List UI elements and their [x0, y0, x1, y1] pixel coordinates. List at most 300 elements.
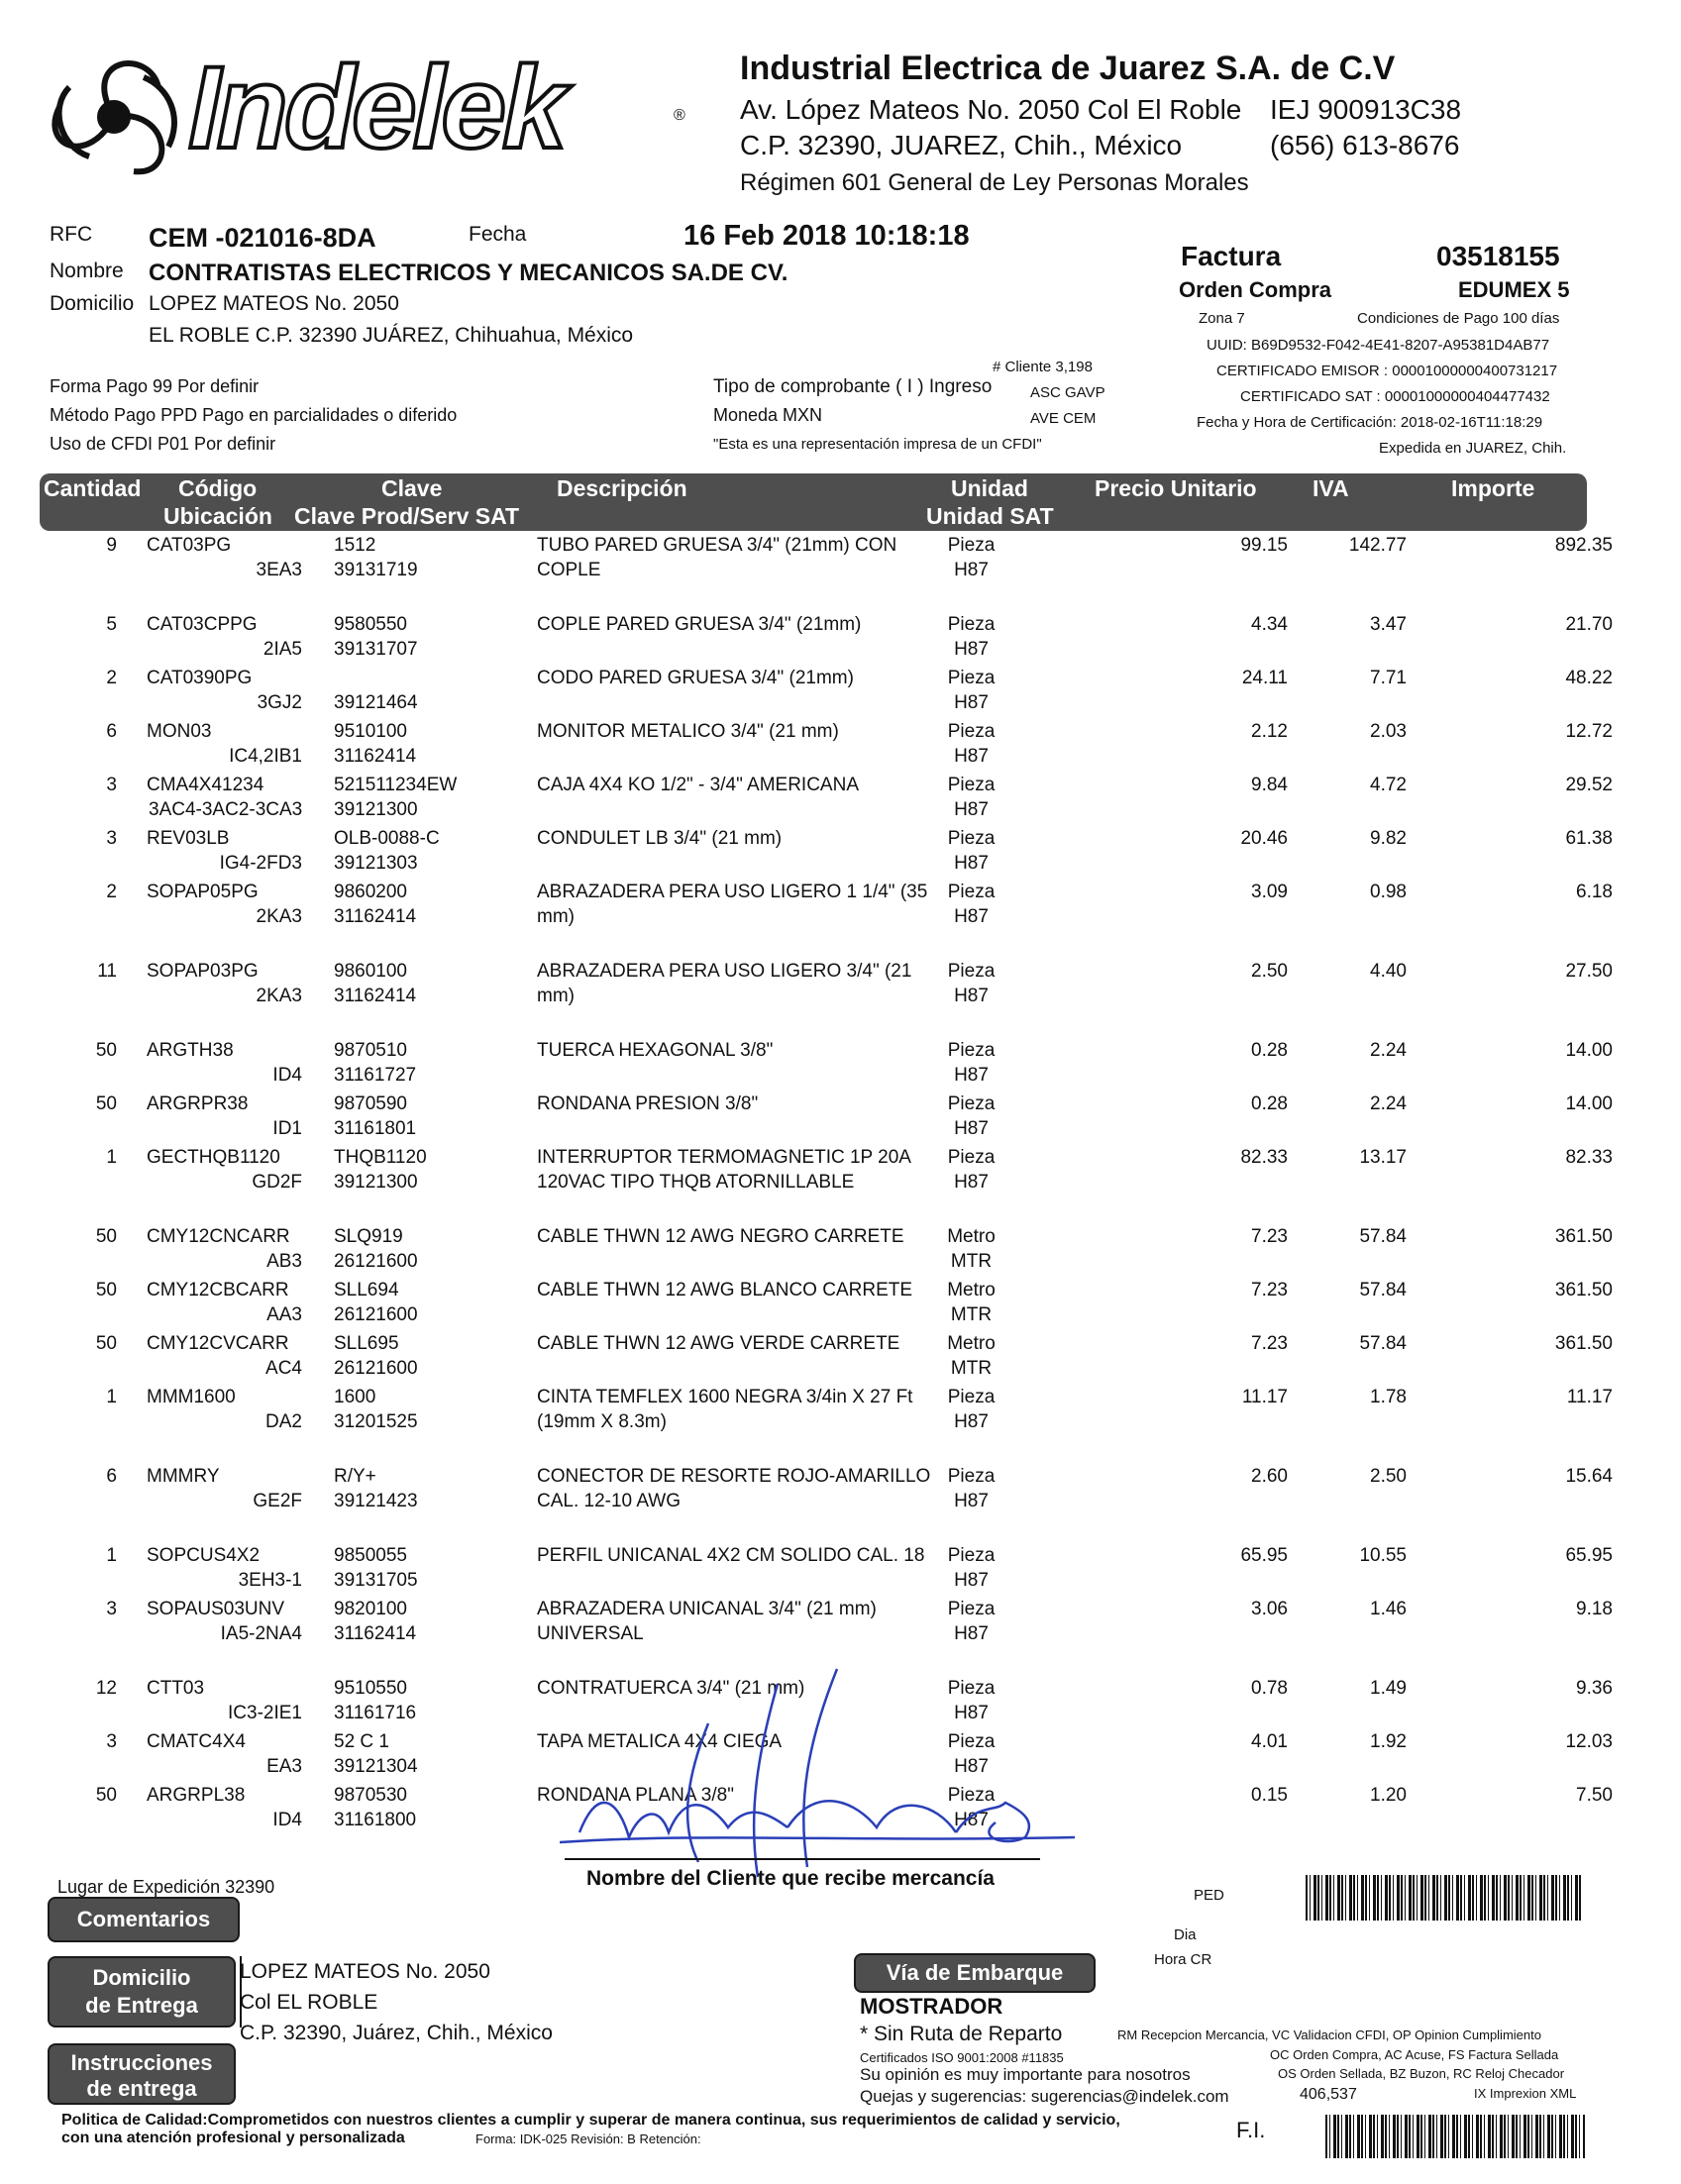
cell-qty: 1 — [106, 1387, 117, 1407]
cell-qty: 50 — [95, 1226, 117, 1247]
cell-imp: 6.18 — [1576, 882, 1613, 902]
cell-loc: AB3 — [266, 1251, 302, 1272]
cell-sat: 26121600 — [334, 1358, 418, 1379]
cell-imp: 61.38 — [1565, 828, 1613, 849]
col-unidad-sat: Unidad SAT — [926, 503, 1054, 529]
cell-imp: 48.22 — [1565, 668, 1613, 688]
cell-unit: Pieza — [947, 961, 996, 982]
cell-desc2: CAL. 12-10 AWG — [537, 1491, 682, 1511]
cell-code: SOPAUS03UNV — [147, 1599, 285, 1619]
cell-imp: 7.50 — [1576, 1785, 1613, 1806]
cell-iva: 57.84 — [1359, 1280, 1407, 1300]
cell-unit: Pieza — [947, 1387, 996, 1407]
cell-unit: Pieza — [947, 882, 996, 902]
asc-code: ASC GAVP — [1030, 384, 1105, 401]
legend-1: RM Recepcion Mercancia, VC Validacion CFDI, OP Opinion Cumplimiento — [1117, 2028, 1541, 2042]
cell-loc: 2KA3 — [256, 986, 302, 1006]
table-row — [40, 882, 1625, 957]
cell-qty: 2 — [106, 882, 117, 902]
cell-clave: 52 C 1 — [334, 1731, 389, 1752]
footer-number: 406,537 — [1300, 2086, 1357, 2103]
cell-qty: 50 — [95, 1785, 117, 1806]
cell-desc1: TUBO PARED GRUESA 3/4" (21mm) CON — [537, 535, 897, 556]
cell-sat: 39121423 — [334, 1491, 418, 1511]
items-table-header — [40, 473, 1587, 531]
cell-unit: Pieza — [947, 721, 996, 742]
cell-iva: 1.20 — [1370, 1785, 1407, 1806]
company-regimen: Régimen 601 General de Ley Personas Morales — [740, 169, 1249, 196]
cell-usat: H87 — [954, 1703, 989, 1723]
cell-qty: 9 — [106, 535, 117, 556]
table-row — [40, 1387, 1625, 1462]
cell-sat: 31161716 — [334, 1703, 417, 1723]
cell-clave: SLL694 — [334, 1280, 399, 1300]
politica-line-1: Politica de Calidad:Comprometidos con nuestros clientes a cumplir y superar de manera continua, sus requerimientos de calidad y servicio, — [61, 2112, 1120, 2129]
cell-imp: 12.03 — [1565, 1731, 1613, 1752]
cell-clave: 9510100 — [334, 721, 407, 742]
cell-usat: H87 — [954, 1756, 989, 1777]
cell-usat: H87 — [954, 906, 989, 927]
company-logo — [40, 28, 713, 226]
cell-qty: 12 — [95, 1678, 117, 1699]
cell-iva: 142.77 — [1348, 535, 1407, 556]
cell-imp: 361.50 — [1554, 1226, 1613, 1247]
company-name: Industrial Electrica de Juarez S.A. de C.V — [740, 50, 1396, 87]
cell-qty: 2 — [106, 668, 117, 688]
cell-code: CAT0390PG — [147, 668, 253, 688]
cell-qty: 3 — [106, 828, 117, 849]
client-name: CONTRATISTAS ELECTRICOS Y MECANICOS SA.DE CV. — [149, 260, 788, 286]
cell-unit: Metro — [947, 1226, 996, 1247]
cell-loc: AA3 — [266, 1304, 302, 1325]
cell-qty: 3 — [106, 775, 117, 795]
col-importe: Importe — [1451, 475, 1535, 501]
client-address-2: EL ROBLE C.P. 32390 JUÁREZ, Chihuahua, México — [149, 324, 634, 347]
cell-price: 0.28 — [1251, 1093, 1288, 1114]
cell-desc1: CONDULET LB 3/4" (21 mm) — [537, 828, 783, 849]
cell-price: 4.01 — [1251, 1731, 1288, 1752]
signature-mark — [560, 1664, 1114, 1882]
dia-label: Dia — [1174, 1926, 1197, 1943]
cell-qty: 6 — [106, 1466, 117, 1487]
cell-desc2: 120VAC TIPO THQB ATORNILLABLE — [537, 1172, 855, 1193]
cell-desc2: UNIVERSAL — [537, 1623, 644, 1644]
cell-clave: 9510550 — [334, 1678, 407, 1699]
cell-price: 7.23 — [1251, 1226, 1288, 1247]
cell-sat: 39121304 — [334, 1756, 418, 1777]
nombre-label: Nombre — [50, 260, 124, 282]
cell-iva: 13.17 — [1359, 1147, 1407, 1168]
cell-desc1: CABLE THWN 12 AWG VERDE CARRETE — [537, 1333, 900, 1354]
col-clave: Clave — [381, 475, 443, 501]
cell-code: CMATC4X4 — [147, 1731, 246, 1752]
cell-clave: 9860200 — [334, 882, 407, 902]
cell-usat: H87 — [954, 986, 989, 1006]
instrucciones-label-2: de entrega — [86, 2076, 197, 2101]
cell-price: 7.23 — [1251, 1280, 1288, 1300]
cell-clave: 1600 — [334, 1387, 376, 1407]
moneda: Moneda MXN — [713, 405, 823, 425]
signature-line — [565, 1858, 1040, 1860]
cell-clave: SLQ919 — [334, 1226, 403, 1247]
cell-loc: ID4 — [272, 1065, 302, 1086]
col-unidad: Unidad — [951, 475, 1028, 501]
cell-loc: IC4,2IB1 — [229, 746, 302, 767]
cell-qty: 1 — [106, 1545, 117, 1566]
cell-imp: 21.70 — [1565, 614, 1613, 635]
cell-qty: 50 — [95, 1093, 117, 1114]
cell-desc1: CAJA 4X4 KO 1/2" - 3/4" AMERICANA — [537, 775, 860, 795]
ave-code: AVE CEM — [1030, 410, 1097, 427]
cell-sat: 39121303 — [334, 853, 418, 874]
cell-sat: 39131707 — [334, 639, 418, 660]
cell-clave: 9870510 — [334, 1040, 407, 1061]
cell-unit: Pieza — [947, 1678, 996, 1699]
cell-loc: ID4 — [272, 1810, 302, 1830]
rfc-label: RFC — [50, 223, 93, 246]
fecha-certificacion: Fecha y Hora de Certificación: 2018-02-16T11:18:29 — [1197, 414, 1543, 431]
cell-usat: H87 — [954, 1570, 989, 1591]
cell-unit: Pieza — [947, 1599, 996, 1619]
certificado-sat: CERTIFICADO SAT : 00001000000404477432 — [1240, 388, 1550, 405]
cliente-number: # Cliente 3,198 — [993, 359, 1093, 375]
cell-price: 82.33 — [1240, 1147, 1288, 1168]
cell-unit: Pieza — [947, 1545, 996, 1566]
cell-iva: 4.40 — [1370, 961, 1407, 982]
col-ubicacion: Ubicación — [163, 503, 272, 529]
cell-qty: 3 — [106, 1731, 117, 1752]
cell-unit: Metro — [947, 1333, 996, 1354]
cell-desc2: mm) — [537, 986, 575, 1006]
cell-usat: MTR — [950, 1358, 993, 1379]
cell-clave: 9870530 — [334, 1785, 407, 1806]
metodo-pago: Método Pago PPD Pago en parcialidades o diferido — [50, 405, 458, 425]
cell-loc: GE2F — [253, 1491, 302, 1511]
cell-desc1: ABRAZADERA PERA USO LIGERO 1 1/4" (35 — [537, 882, 928, 902]
cfdi-note: "Esta es una representación impresa de un CFDI" — [713, 436, 1042, 453]
politica-line-2: con una atención profesional y personalizada — [61, 2130, 405, 2146]
cell-sat: 31162414 — [334, 746, 417, 767]
cell-qty: 50 — [95, 1280, 117, 1300]
barcode-top — [1306, 1875, 1583, 1921]
cell-code: CAT03CPPG — [147, 614, 258, 635]
impresion-xml: IX Imprexion XML — [1474, 2086, 1577, 2101]
cell-desc1: PERFIL UNICANAL 4X2 CM SOLIDO CAL. 18 — [537, 1545, 925, 1566]
cell-iva: 10.55 — [1359, 1545, 1407, 1566]
cell-price: 2.12 — [1251, 721, 1288, 742]
comentarios-label: Comentarios — [48, 1897, 240, 1942]
cell-loc: 2KA3 — [256, 906, 302, 927]
cell-code: CMY12CBCARR — [147, 1280, 289, 1300]
cell-imp: 65.95 — [1565, 1545, 1613, 1566]
via-embarque-value: MOSTRADOR — [860, 1994, 1003, 2019]
cell-desc2: COPLE — [537, 560, 601, 580]
cell-sat: 31161800 — [334, 1810, 417, 1830]
cell-iva: 1.46 — [1370, 1599, 1407, 1619]
cell-loc: 3AC4-3AC2-3CA3 — [149, 799, 303, 820]
cell-unit: Pieza — [947, 668, 996, 688]
cell-usat: H87 — [954, 1065, 989, 1086]
ruta-reparto: * Sin Ruta de Reparto — [860, 2023, 1063, 2045]
cell-unit: Pieza — [947, 1785, 996, 1806]
cell-iva: 2.24 — [1370, 1040, 1407, 1061]
cell-code: SOPCUS4X2 — [147, 1545, 261, 1566]
cell-loc: ID1 — [272, 1118, 302, 1139]
entrega-line-2: Col EL ROBLE — [240, 1991, 378, 2014]
cell-loc: 2IA5 — [263, 639, 302, 660]
cell-iva: 1.49 — [1370, 1678, 1407, 1699]
cell-sat: 39121300 — [334, 1172, 418, 1193]
lugar-expedicion: Lugar de Expedición 32390 — [57, 1877, 275, 1897]
cell-price: 20.46 — [1240, 828, 1288, 849]
uuid: UUID: B69D9532-F042-4E41-8207-A95381D4AB77 — [1207, 337, 1550, 354]
instrucciones-label-1: Instrucciones — [70, 2050, 213, 2075]
cell-desc2: mm) — [537, 906, 575, 927]
cell-desc1: RONDANA PLANA 3/8" — [537, 1785, 734, 1806]
cell-iva: 2.24 — [1370, 1093, 1407, 1114]
swirl-logo-icon — [40, 48, 188, 186]
cell-iva: 2.50 — [1370, 1466, 1407, 1487]
cell-imp: 9.18 — [1576, 1599, 1613, 1619]
cell-sat: 39121300 — [334, 799, 418, 820]
zona: Zona 7 — [1199, 310, 1245, 327]
cell-sat: 31201525 — [334, 1411, 418, 1432]
cell-imp: 361.50 — [1554, 1333, 1613, 1354]
cell-usat: H87 — [954, 560, 989, 580]
expedida-en: Expedida en JUAREZ, Chih. — [1379, 440, 1567, 457]
entrega-line-3: C.P. 32390, Juárez, Chih., México — [240, 2022, 553, 2044]
company-address-1: Av. López Mateos No. 2050 Col El Roble — [740, 94, 1242, 125]
cell-desc1: CONECTOR DE RESORTE ROJO-AMARILLO — [537, 1466, 931, 1487]
client-address-1: LOPEZ MATEOS No. 2050 — [149, 292, 399, 315]
cell-code: ARGRPR38 — [147, 1093, 249, 1114]
cell-desc1: CODO PARED GRUESA 3/4" (21mm) — [537, 668, 854, 688]
cell-imp: 14.00 — [1565, 1040, 1613, 1061]
cell-price: 65.95 — [1240, 1545, 1288, 1566]
cell-iva: 0.98 — [1370, 882, 1407, 902]
cell-clave: 9580550 — [334, 614, 407, 635]
cell-iva: 4.72 — [1370, 775, 1407, 795]
cell-unit: Pieza — [947, 614, 996, 635]
cell-iva: 57.84 — [1359, 1226, 1407, 1247]
cell-code: ARGRPL38 — [147, 1785, 246, 1806]
cell-price: 0.15 — [1251, 1785, 1288, 1806]
instrucciones-label — [48, 2043, 236, 2105]
cell-clave: 1512 — [334, 535, 376, 556]
cell-sat: 31162414 — [334, 906, 417, 927]
cell-sat: 31162414 — [334, 986, 417, 1006]
cell-loc: 3EA3 — [256, 560, 302, 580]
cell-desc1: RONDANA PRESION 3/8" — [537, 1093, 759, 1114]
cell-desc1: TAPA METALICA 4X4 CIEGA — [537, 1731, 783, 1752]
cell-usat: H87 — [954, 1172, 989, 1193]
cell-usat: MTR — [950, 1304, 993, 1325]
cell-loc: IC3-2IE1 — [228, 1703, 302, 1723]
cell-iva: 7.71 — [1370, 668, 1407, 688]
cell-code: ARGTH38 — [147, 1040, 234, 1061]
cell-code: CMA4X41234 — [147, 775, 264, 795]
certificado-emisor: CERTIFICADO EMISOR : 00001000000400731217 — [1216, 363, 1558, 379]
table-row — [40, 1599, 1625, 1674]
cell-imp: 27.50 — [1565, 961, 1613, 982]
uso-cfdi: Uso de CFDI P01 Por definir — [50, 434, 276, 454]
cell-imp: 14.00 — [1565, 1093, 1613, 1114]
cell-iva: 3.47 — [1370, 614, 1407, 635]
cell-code: MON03 — [147, 721, 212, 742]
col-precio: Precio Unitario — [1095, 475, 1257, 501]
cell-price: 9.84 — [1251, 775, 1288, 795]
cell-qty: 50 — [95, 1040, 117, 1061]
cell-unit: Pieza — [947, 1093, 996, 1114]
company-phone: (656) 613-8676 — [1270, 130, 1460, 160]
cell-usat: H87 — [954, 1491, 989, 1511]
company-rfc: IEJ 900913C38 — [1270, 94, 1462, 125]
table-row — [40, 961, 1625, 1036]
forma-pago: Forma Pago 99 Por definir — [50, 376, 260, 396]
cell-loc: AC4 — [265, 1358, 302, 1379]
cell-clave: 9870590 — [334, 1093, 407, 1114]
col-cantidad: Cantidad — [44, 475, 142, 501]
cell-usat: H87 — [954, 746, 989, 767]
orden-label: Orden Compra — [1179, 277, 1332, 302]
cell-price: 0.28 — [1251, 1040, 1288, 1061]
cell-code: CTT03 — [147, 1678, 205, 1699]
cell-code: CMY12CNCARR — [147, 1226, 290, 1247]
cell-code: SOPAP05PG — [147, 882, 259, 902]
cell-qty: 3 — [106, 1599, 117, 1619]
table-row — [40, 1466, 1625, 1541]
cell-usat: H87 — [954, 1118, 989, 1139]
cell-usat: H87 — [954, 1623, 989, 1644]
company-address-2: C.P. 32390, JUAREZ, Chih., México — [740, 130, 1183, 160]
cell-price: 2.50 — [1251, 961, 1288, 982]
orden-number: EDUMEX 5 — [1458, 277, 1570, 302]
factura-number: 03518155 — [1436, 241, 1560, 271]
cell-unit: Pieza — [947, 828, 996, 849]
cell-usat: MTR — [950, 1251, 993, 1272]
tipo-comprobante: Tipo de comprobante ( I ) Ingreso — [713, 376, 993, 397]
registered-mark-icon: ® — [674, 107, 685, 124]
cell-loc: EA3 — [266, 1756, 302, 1777]
cell-usat: H87 — [954, 1810, 989, 1830]
cell-clave: 9820100 — [334, 1599, 407, 1619]
entrega-line-1: LOPEZ MATEOS No. 2050 — [240, 1960, 490, 1983]
cell-loc: IG4-2FD3 — [219, 853, 302, 874]
cell-imp: 11.17 — [1566, 1387, 1613, 1407]
legend-3: OS Orden Sellada, BZ Buzon, RC Reloj Checador — [1278, 2066, 1565, 2081]
cell-usat: H87 — [954, 799, 989, 820]
domicilio-entrega-label-1: Domicilio — [92, 1965, 191, 1990]
cell-qty: 5 — [106, 614, 117, 635]
cell-clave: THQB1120 — [334, 1147, 427, 1168]
cell-unit: Pieza — [947, 1147, 996, 1168]
fi-label: F.I. — [1236, 2118, 1266, 2142]
cell-iva: 1.78 — [1370, 1387, 1407, 1407]
cell-price: 11.17 — [1241, 1387, 1288, 1407]
certificados-iso: Certificados ISO 9001:2008 #11835 — [860, 2050, 1064, 2065]
recibe-label: Nombre del Cliente que recibe mercancía — [586, 1867, 995, 1890]
cell-sat: 39131719 — [334, 560, 418, 580]
cell-sat: 26121600 — [334, 1304, 418, 1325]
cell-desc1: ABRAZADERA UNICANAL 3/4" (21 mm) — [537, 1599, 877, 1619]
table-row — [40, 535, 1625, 610]
cell-desc1: CINTA TEMFLEX 1600 NEGRA 3/4in X 27 Ft — [537, 1387, 913, 1407]
via-embarque-label: Vía de Embarque — [854, 1953, 1096, 1993]
invoice-date: 16 Feb 2018 10:18:18 — [683, 220, 970, 252]
cell-price: 4.34 — [1251, 614, 1288, 635]
legend-2: OC Orden Compra, AC Acuse, FS Factura Sellada — [1270, 2047, 1559, 2062]
cell-qty: 11 — [97, 961, 117, 982]
table-row — [40, 1147, 1625, 1222]
opinion-text: Su opinión es muy importante para nosotros — [860, 2065, 1191, 2084]
cell-desc2: (19mm X 8.3m) — [537, 1411, 667, 1432]
cell-iva: 2.03 — [1370, 721, 1407, 742]
quejas-text: Quejas y sugerencias: sugerencias@indelek.com — [860, 2087, 1229, 2106]
cell-desc1: ABRAZADERA PERA USO LIGERO 3/4" (21 — [537, 961, 912, 982]
cell-clave: SLL695 — [334, 1333, 399, 1354]
cell-iva: 57.84 — [1359, 1333, 1407, 1354]
cell-imp: 12.72 — [1565, 721, 1613, 742]
cell-desc1: INTERRUPTOR TERMOMAGNETIC 1P 20A — [537, 1147, 911, 1168]
cell-imp: 15.64 — [1565, 1466, 1613, 1487]
cell-loc: 3GJ2 — [257, 692, 302, 713]
col-descripcion: Descripción — [557, 475, 687, 501]
col-clave-sat: Clave Prod/Serv SAT — [294, 503, 520, 529]
cell-sat: 26121600 — [334, 1251, 418, 1272]
condiciones-pago: Condiciones de Pago 100 días — [1357, 310, 1560, 327]
col-codigo: Código — [178, 475, 258, 501]
barcode-bottom — [1325, 2115, 1585, 2158]
cell-desc1: MONITOR METALICO 3/4" (21 mm) — [537, 721, 839, 742]
cell-loc: IA5-2NA4 — [220, 1623, 302, 1644]
cell-desc1: CABLE THWN 12 AWG NEGRO CARRETE — [537, 1226, 904, 1247]
cell-usat: H87 — [954, 639, 989, 660]
cell-code: CMY12CVCARR — [147, 1333, 289, 1354]
cell-price: 3.06 — [1251, 1599, 1288, 1619]
cell-qty: 1 — [106, 1147, 117, 1168]
cell-clave: 521511234EW — [334, 775, 458, 795]
cell-price: 2.60 — [1251, 1466, 1288, 1487]
domicilio-entrega-label-2: de Entrega — [85, 1993, 198, 2018]
cell-usat: H87 — [954, 1411, 989, 1432]
cell-price: 3.09 — [1251, 882, 1288, 902]
cell-code: GECTHQB1120 — [147, 1147, 280, 1168]
cell-imp: 29.52 — [1565, 775, 1613, 795]
hora-label: Hora CR — [1154, 1951, 1212, 1968]
cell-usat: H87 — [954, 853, 989, 874]
cell-unit: Metro — [947, 1280, 996, 1300]
cell-imp: 82.33 — [1565, 1147, 1613, 1168]
cell-price: 7.23 — [1251, 1333, 1288, 1354]
col-iva: IVA — [1313, 475, 1349, 501]
cell-sat: 31161801 — [334, 1118, 417, 1139]
cell-sat: 31161727 — [334, 1065, 417, 1086]
cell-code: CAT03PG — [147, 535, 232, 556]
cell-clave: 9850055 — [334, 1545, 407, 1566]
cell-desc1: CABLE THWN 12 AWG BLANCO CARRETE — [537, 1280, 913, 1300]
cell-unit: Pieza — [947, 775, 996, 795]
cell-sat: 39121464 — [334, 692, 418, 713]
domicilio-label: Domicilio — [50, 292, 135, 315]
cell-clave: 9860100 — [334, 961, 407, 982]
domicilio-entrega-label — [48, 1956, 236, 2028]
cell-code: SOPAP03PG — [147, 961, 259, 982]
cell-iva: 1.92 — [1370, 1731, 1407, 1752]
cell-loc: DA2 — [265, 1411, 302, 1432]
cell-unit: Pieza — [947, 1466, 996, 1487]
cell-desc1: TUERCA HEXAGONAL 3/8" — [537, 1040, 774, 1061]
cell-code: MMMRY — [147, 1466, 220, 1487]
